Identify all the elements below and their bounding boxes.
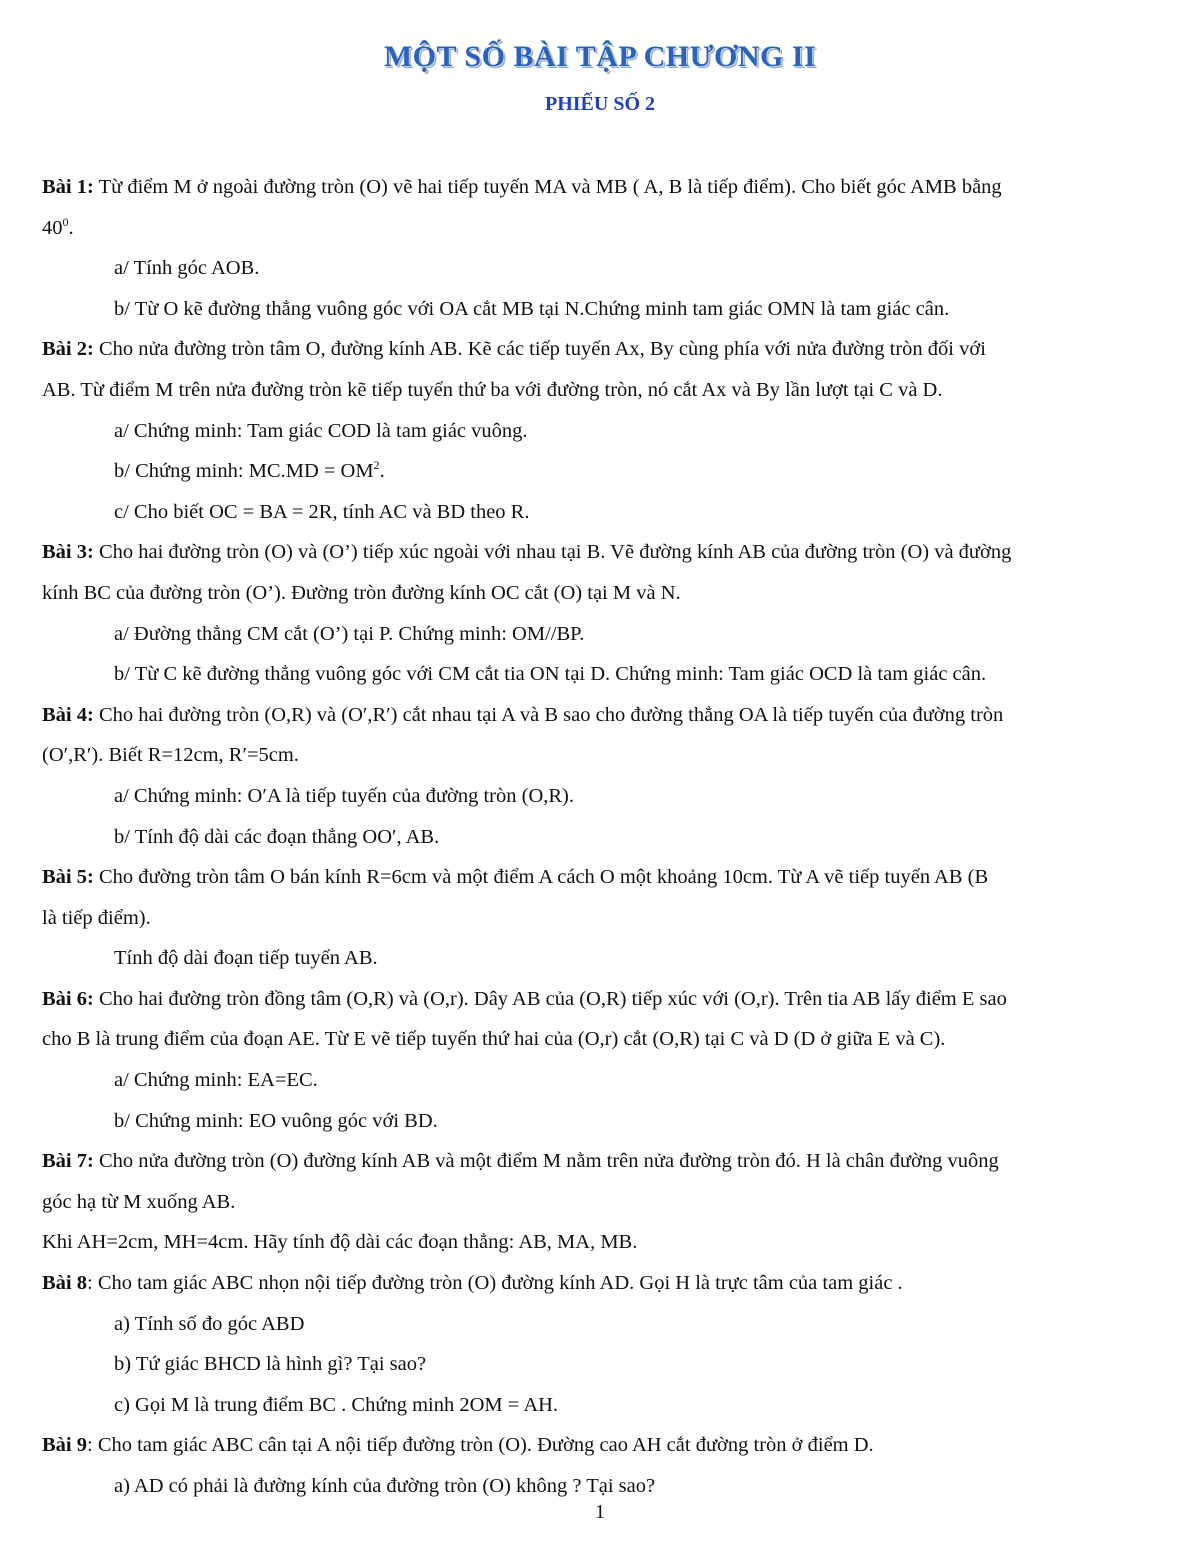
bai6-line2: cho B là trung điểm của đoạn AE. Từ E vẽ tiếp tuyến thứ hai của (O,r) cắt (O,R) tại C và D (D ở giữa E và C).	[42, 1028, 946, 1051]
bai4-line1	[42, 695, 1158, 736]
bai6-part-a: a/ Chứng minh: EA=EC.	[114, 1069, 318, 1092]
bai6-label: Bài 6:	[42, 987, 94, 1010]
bai3-part-b: b/ Từ C kẽ đường thẳng vuông góc với CM cắt tia ON tại D. Chứng minh: Tam giác OCD là tam giác cân.	[114, 663, 987, 686]
bai8-line1	[42, 1263, 1158, 1304]
page-subtitle: PHIẾU SỐ 2	[544, 93, 656, 115]
bai8-part-b: b) Tứ giác BHCD là hình gì? Tại sao?	[114, 1353, 427, 1376]
bai1-period: .	[68, 216, 74, 239]
bai8-part-c: c) Gọi M là trung điểm BC . Chứng minh 2OM = AH.	[114, 1393, 559, 1416]
bai3-text: Cho hai đường tròn (O) và (O’) tiếp xúc ngoài với nhau tại B. Vẽ đường kính AB của đường tròn (O) và đường	[93, 541, 1012, 564]
bai4-text: Cho hai đường tròn (O,R) và (O′,R′) cắt nhau tại A và B sao cho đường thẳng OA là tiếp tuyến của đường tròn	[93, 703, 1004, 726]
bai3-line2: kính BC của đường tròn (O’). Đường tròn đường kính OC cắt (O) tại M và N.	[42, 581, 681, 604]
bai1-angle-value: 40	[42, 216, 63, 239]
bai7-label: Bài 7:	[42, 1150, 94, 1173]
bai4-line2: (O′,R′). Biết R=12cm, R′=5cm.	[42, 744, 299, 767]
bai5-text: Cho đường tròn tâm O bán kính R=6cm và một điểm A cách O một khoảng 10cm. Từ A vẽ tiếp tuyến AB (B	[93, 866, 989, 889]
bai1-label: Bài 1:	[42, 176, 94, 198]
bai7-line3: Khi AH=2cm, MH=4cm. Hãy tính độ dài các đoạn thẳng: AB, MA, MB.	[42, 1231, 638, 1254]
bai1-degree-sup: 0	[62, 214, 69, 229]
bai9-text: : Cho tam giác ABC cân tại A nội tiếp đường tròn (O). Đường cao AH cắt đường tròn ở điểm D.	[87, 1434, 874, 1457]
bai1-part-a: a/ Tính góc AOB.	[114, 257, 260, 280]
bai5-line2: là tiếp điểm).	[42, 906, 151, 929]
page-title: MỘT SỐ BÀI TẬP CHƯƠNG II	[383, 40, 817, 73]
bai6-text: Cho hai đường tròn đồng tâm (O,R) và (O,r). Dây AB của (O,R) tiếp xúc với (O,r). Trên tia AB lấy điểm E sao	[93, 987, 1007, 1010]
bai3-part-a: a/ Đường thẳng CM cắt (O’) tại P. Chứng minh: OM//BP.	[114, 622, 585, 645]
bai3-label: Bài 3:	[42, 541, 94, 564]
bai2-part-b-period: .	[379, 460, 385, 483]
bai8-text: : Cho tam giác ABC nhọn nội tiếp đường tròn (O) đường kính AD. Gọi H là trực tâm của tam giác .	[87, 1272, 903, 1295]
bai7-text: Cho nửa đường tròn (O) đường kính AB và một điểm M nằm trên nửa đường tròn đó. H là chân đường vuông	[93, 1150, 999, 1173]
exercise-list	[42, 167, 1158, 1507]
bai2-label: Bài 2:	[42, 338, 94, 361]
bai2-part-b-text: b/ Chứng minh: MC.MD = OM	[114, 460, 374, 483]
bai1-line1	[42, 167, 1158, 208]
bai1-line2	[42, 208, 1158, 249]
bai5-line1	[42, 857, 1158, 898]
bai8-part-a: a) Tính số đo góc ABD	[114, 1312, 305, 1335]
bai2-line2: AB. Từ điểm M trên nửa đường tròn kẽ tiếp tuyến thứ ba với đường tròn, nó cắt Ax và By lần lượt tại C và D.	[42, 378, 943, 401]
bai1-part-b: b/ Từ O kẽ đường thẳng vuông góc với OA cắt MB tại N.Chứng minh tam giác OMN là tam giác cân.	[114, 297, 950, 320]
bai2-square-sup: 2	[373, 458, 380, 473]
bai9-part-a: a) AD có phải là đường kính của đường tròn (O) không ? Tại sao?	[114, 1475, 656, 1497]
bai5-part-a: Tính độ dài đoạn tiếp tuyến AB.	[114, 947, 378, 970]
bai5-label: Bài 5:	[42, 866, 94, 889]
bai2-line1	[42, 329, 1158, 370]
bai2-part-a: a/ Chứng minh: Tam giác COD là tam giác vuông.	[114, 419, 528, 442]
bai1-text: Từ điểm M ở ngoài đường tròn (O) vẽ hai tiếp tuyến MA và MB ( A, B là tiếp điểm). Cho biết góc AMB bằng	[93, 176, 1002, 198]
bai4-label: Bài 4:	[42, 703, 94, 726]
bai3-line1	[42, 532, 1158, 573]
bai8-label: Bài 8	[42, 1272, 87, 1295]
bai2-part-b	[42, 451, 1158, 492]
bai9-line1	[42, 1425, 1158, 1466]
bai4-part-a: a/ Chứng minh: O′A là tiếp tuyến của đường tròn (O,R).	[114, 784, 575, 807]
bai4-part-b: b/ Tính độ dài các đoạn thẳng OO′, AB.	[114, 825, 440, 848]
bai2-text: Cho nửa đường tròn tâm O, đường kính AB. Kẽ các tiếp tuyến Ax, By cùng phía với nửa đường tròn đối với	[93, 338, 986, 361]
bai6-line1	[42, 979, 1158, 1020]
page-number: 1	[595, 1501, 605, 1523]
bai7-line2: góc hạ từ M xuống AB.	[42, 1190, 236, 1213]
bai9-label: Bài 9	[42, 1434, 87, 1457]
bai6-part-b: b/ Chứng minh: EO vuông góc với BD.	[114, 1109, 438, 1132]
bai7-line1	[42, 1141, 1158, 1182]
bai2-part-c: c/ Cho biết OC = BA = 2R, tính AC và BD theo R.	[114, 500, 530, 523]
